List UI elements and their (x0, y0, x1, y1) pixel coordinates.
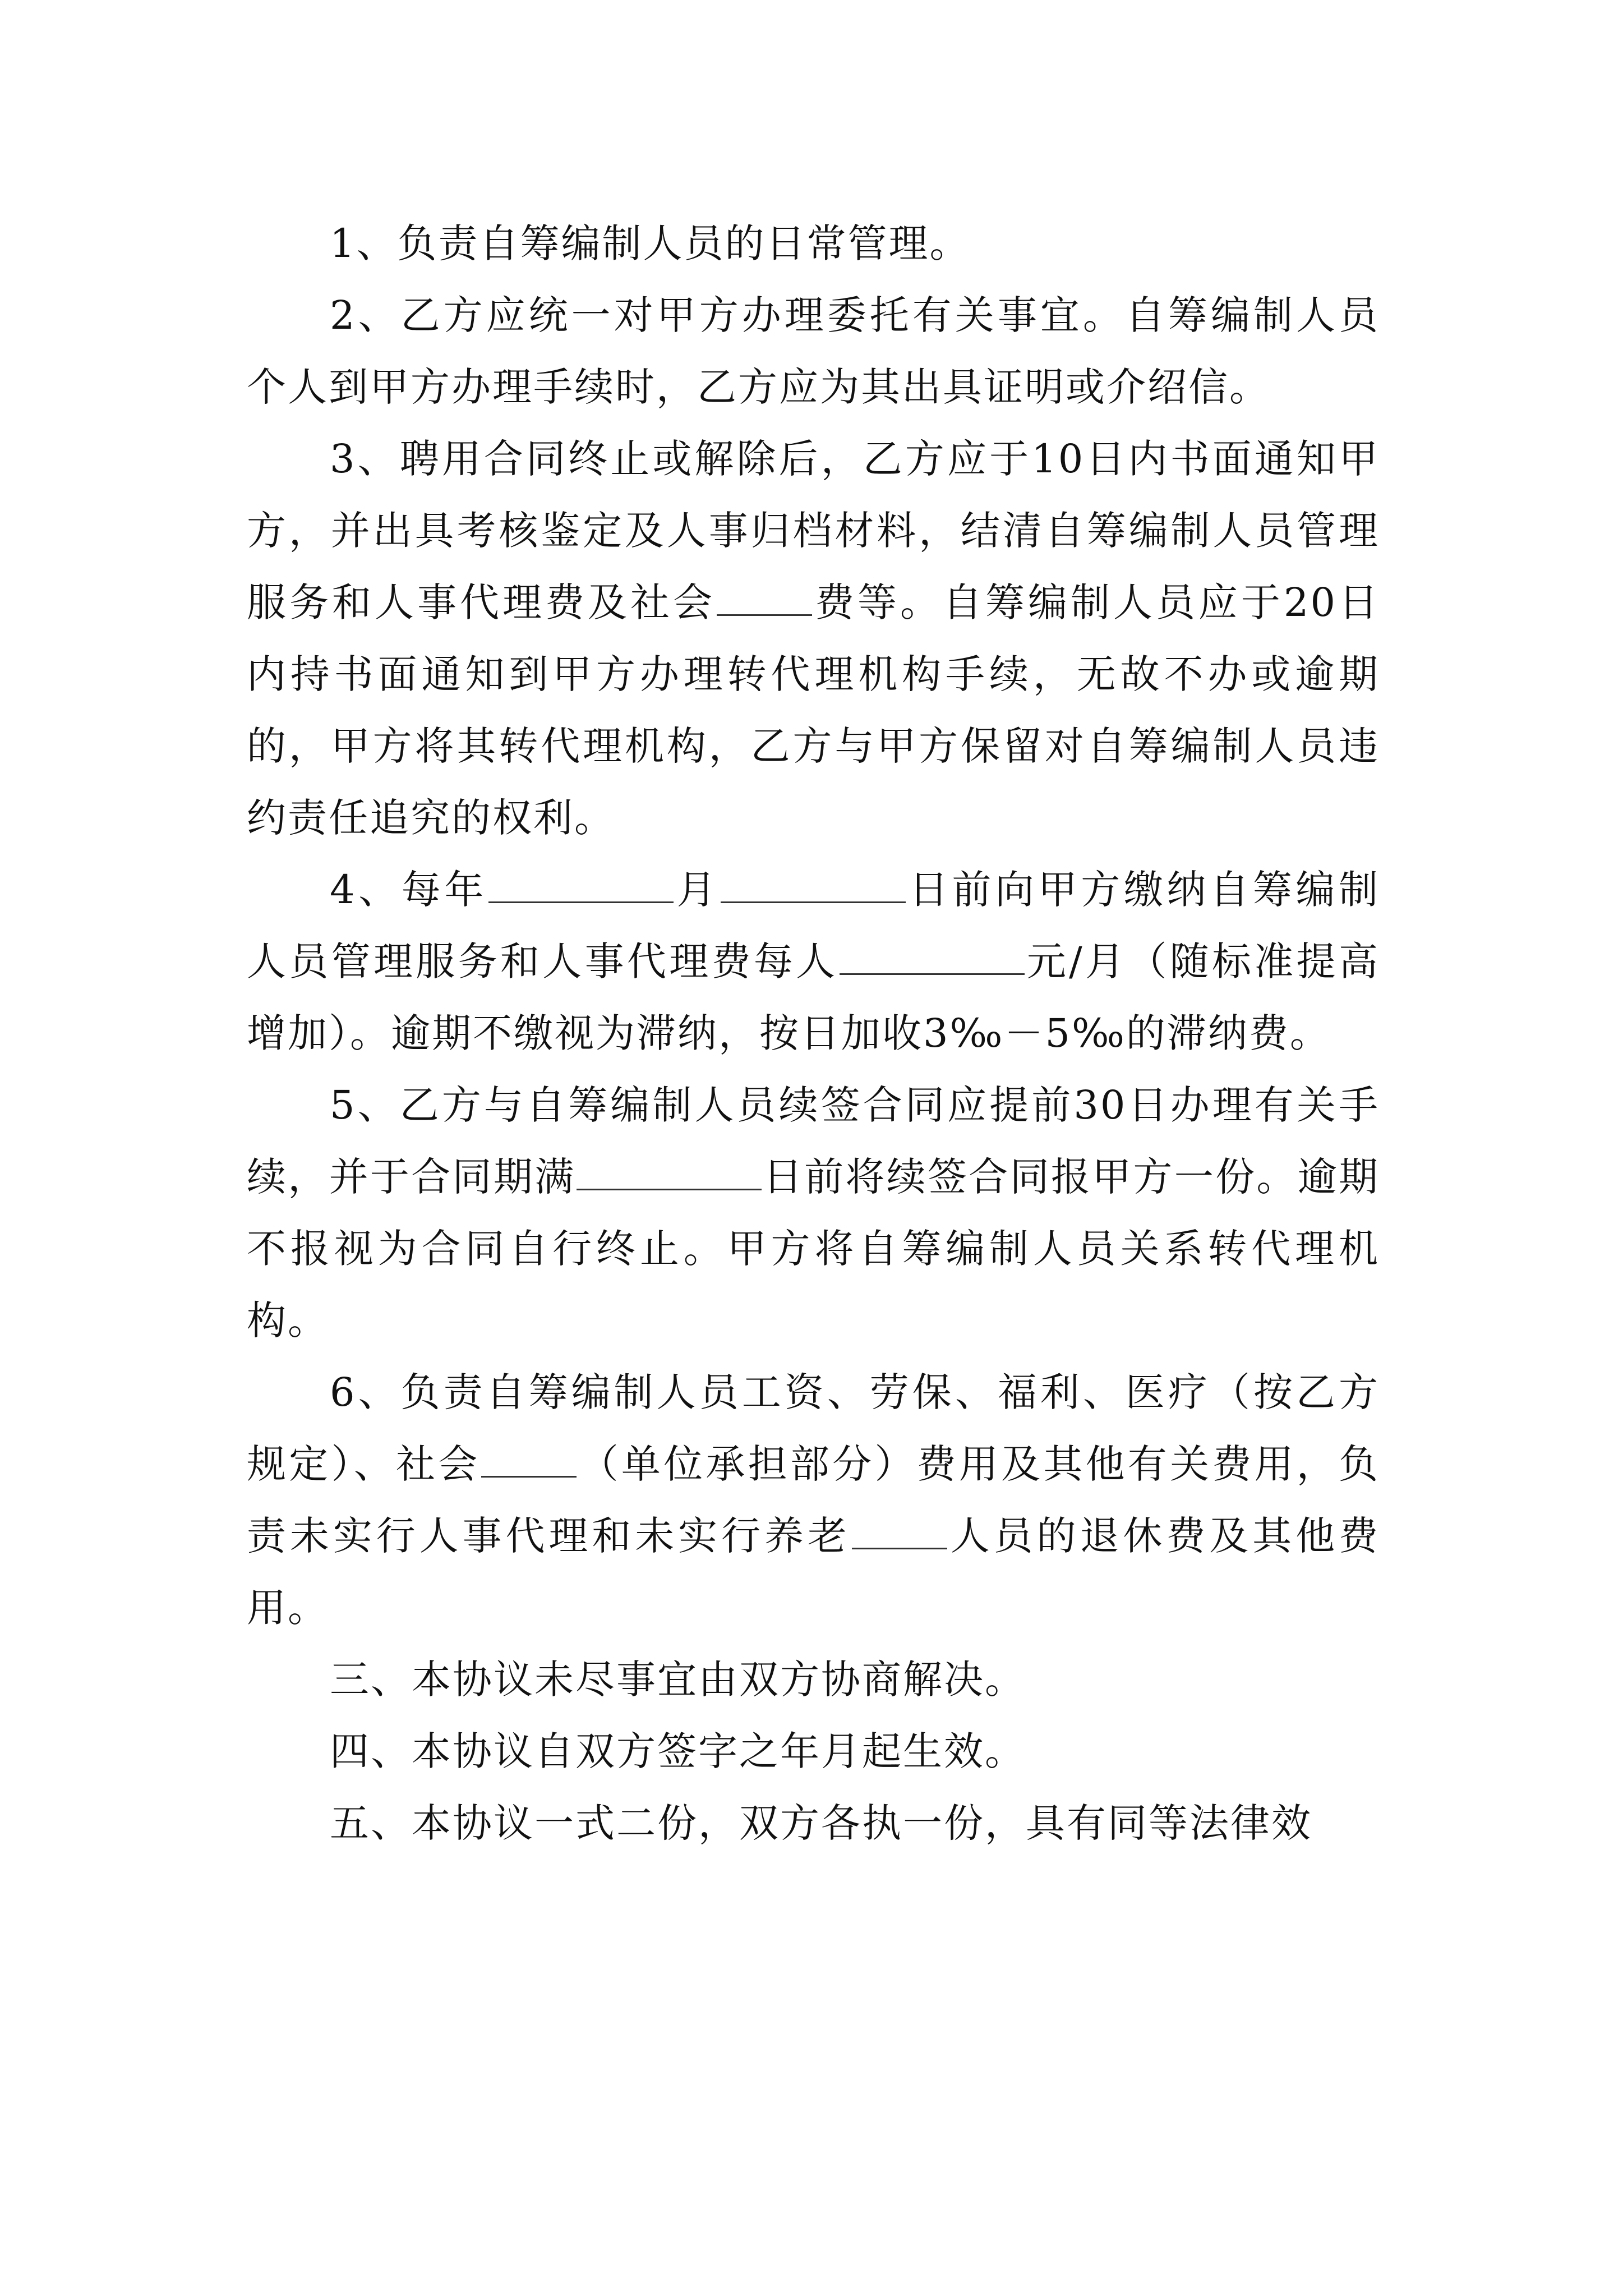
fill-in-blank[interactable] (721, 868, 906, 903)
paragraph-text: 6、负责自筹编制人员工资、劳保、福利、医疗（按乙方规定）、社会 (247, 1369, 1380, 1487)
document-body (247, 208, 1380, 1859)
fill-in-blank[interactable] (481, 1442, 577, 1478)
paragraph-p7 (247, 1644, 1380, 1715)
paragraph-p2 (247, 279, 1380, 423)
paragraph-text: 三、本协议未尽事宜由双方协商解决。 (330, 1657, 1026, 1703)
paragraph-text: 1、负责自筹编制人员的日常管理。 (330, 220, 971, 266)
paragraph-p5 (247, 1069, 1380, 1356)
paragraph-text: （单位承担部分）费用及其他有关费用，负责未实行人事代理和未实行养老 (247, 1441, 1380, 1559)
fill-in-blank[interactable] (488, 868, 674, 903)
paragraph-text: 元/月（随标准提高增加）。逾期不缴视为滞纳，按日加收3‰－5‰的滞纳费。 (247, 938, 1380, 1056)
paragraph-text: 人员的退休费及其他费用。 (247, 1513, 1380, 1631)
paragraph-text: 4、每年 (330, 867, 487, 913)
paragraph-p8 (247, 1715, 1380, 1787)
paragraph-text: 3、聘用合同终止或解除后，乙方应于10日内书面通知甲方，并出具考核鉴定及人事归档材料，结清自筹编制人员管理服务和人事代理费及社会 (247, 436, 1380, 625)
paragraph-text: 5、乙方与自筹编制人员续签合同应提前30日办理有关手续，并于合同期满 (247, 1082, 1380, 1200)
paragraph-text: 2、乙方应统一对甲方办理委托有关事宜。自筹编制人员个人到甲方办理手续时，乙方应为其出具证明或介绍信。 (247, 292, 1380, 410)
paragraph-text: 日前向甲方缴纳自筹编制人员管理服务和人事代理费每人 (247, 867, 1380, 984)
fill-in-blank[interactable] (577, 1155, 762, 1190)
paragraph-text: 日前将续签合同报甲方一份。逾期不报视为合同自行终止。甲方将自筹编制人员关系转代理机构。 (247, 1154, 1380, 1343)
paragraph-text: 五、本协议一式二份，双方各执一份，具有同等法律效 (330, 1800, 1312, 1846)
paragraph-p1 (247, 208, 1380, 279)
paragraph-text: 月 (675, 867, 720, 913)
fill-in-blank[interactable] (852, 1514, 947, 1549)
paragraph-text: 费等。自筹编制人员应于20日内持书面通知到甲方办理转代理机构手续，无故不办或逾期的，甲方将其转代理机构，乙方与甲方保留对自筹编制人员违约责任追究的权利。 (247, 579, 1380, 841)
fill-in-blank[interactable] (717, 581, 812, 616)
paragraph-p4 (247, 854, 1380, 1069)
paragraph-p9 (247, 1787, 1380, 1859)
paragraph-text: 四、本协议自双方签字之年月起生效。 (330, 1728, 1026, 1774)
paragraph-p3 (247, 423, 1380, 854)
fill-in-blank[interactable] (840, 940, 1025, 975)
paragraph-p6 (247, 1356, 1380, 1644)
